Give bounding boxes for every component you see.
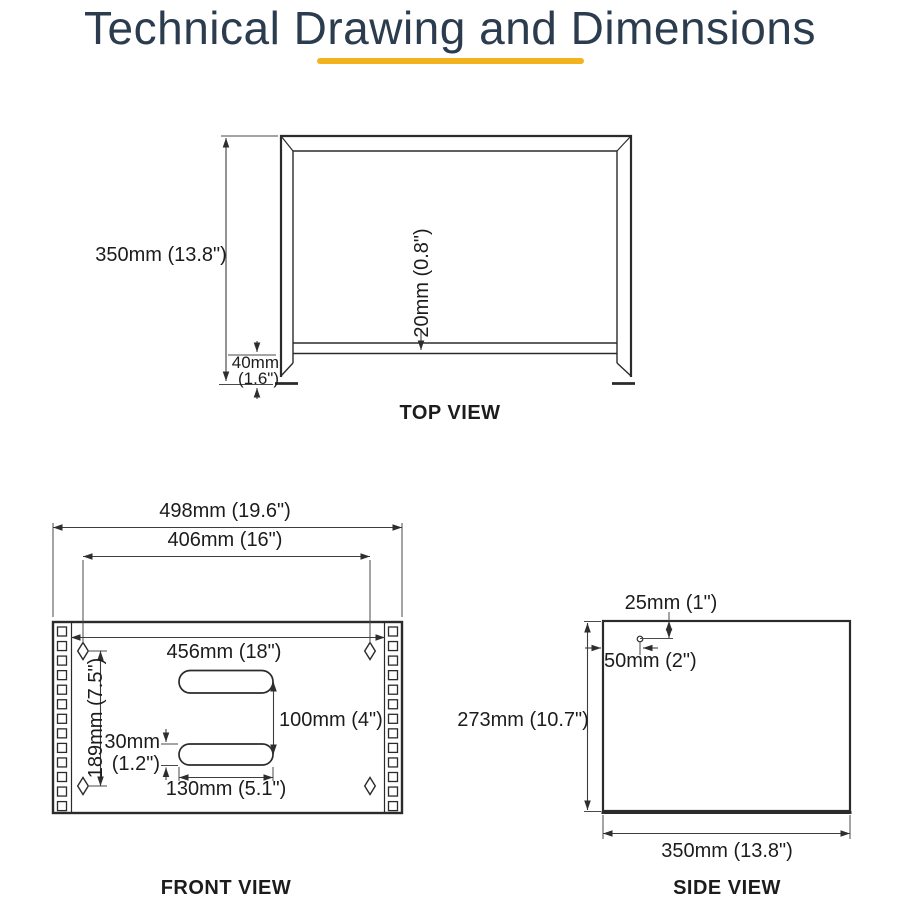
rail-hole (389, 787, 398, 796)
cable-slot-top (179, 671, 273, 694)
rail-hole (389, 802, 398, 811)
front-view-dimensions (53, 500, 402, 800)
rail-hole (389, 627, 398, 636)
rail-hole (58, 787, 67, 796)
dim-front-mount-hole-pitch: 189mm (7.5") (85, 657, 107, 779)
rail-hole (389, 685, 398, 694)
rack-rail-left (58, 627, 67, 811)
rail-hole (389, 700, 398, 709)
dim-front-slot-height-line1: 30mm (104, 731, 160, 753)
rail-hole (58, 714, 67, 723)
top-view-extension-lines (219, 136, 278, 385)
mount-hole-top-left (78, 643, 89, 660)
front-view (53, 500, 402, 899)
rail-hole (389, 714, 398, 723)
top-view (95, 136, 635, 424)
dim-side-hole-from-top: 25mm (1") (624, 592, 718, 614)
dim-top-foot-line1: 40mm (231, 353, 279, 372)
rail-hole (58, 685, 67, 694)
front-view-label: FRONT VIEW (160, 877, 292, 899)
top-view-foot-chamfers (281, 363, 631, 376)
side-view-label: SIDE VIEW (673, 877, 781, 899)
rail-hole (58, 671, 67, 680)
rail-hole (58, 773, 67, 782)
rail-hole (389, 656, 398, 665)
rail-hole (389, 758, 398, 767)
dim-front-slot-spacing: 100mm (4") (279, 709, 383, 731)
dim-front-rail-width: 456mm (18") (166, 641, 282, 663)
top-view-label: TOP VIEW (399, 402, 501, 424)
rail-hole (389, 729, 398, 738)
dim-front-mount-hole-span: 406mm (16") (167, 529, 283, 551)
rail-hole (389, 671, 398, 680)
top-view-inner-frame (293, 151, 617, 363)
dim-front-slot-height-line2: (1.2") (111, 753, 160, 775)
top-view-rear-bar (293, 343, 617, 354)
rail-hole (389, 773, 398, 782)
rail-hole (389, 642, 398, 651)
page-title: Technical Drawing and Dimensions (84, 2, 816, 54)
rail-hole (58, 642, 67, 651)
side-view-dimensions (457, 592, 850, 862)
rail-hole (58, 700, 67, 709)
side-view (457, 592, 851, 899)
dim-top-foot-line2: (1.6") (238, 369, 279, 388)
mount-hole-top-right (365, 643, 376, 660)
rail-hole (58, 729, 67, 738)
front-extension-lines-slot-height (161, 744, 178, 766)
rail-hole (58, 743, 67, 752)
top-view-corner-miters (281, 136, 631, 151)
rail-hole (58, 627, 67, 636)
rail-hole (58, 802, 67, 811)
dim-side-hole-from-front: 50mm (2") (604, 650, 697, 672)
mount-hole-bottom-left (78, 778, 89, 795)
dim-top-depth: 350mm (13.8") (95, 244, 227, 266)
dim-front-overall-width: 498mm (19.6") (159, 500, 291, 522)
dim-top-rear-thickness: 20mm (0.8") (411, 228, 433, 338)
top-view-outer-frame (281, 136, 631, 377)
rack-rail-right (389, 627, 398, 811)
mount-hole-bottom-right (365, 778, 376, 795)
rail-hole (58, 656, 67, 665)
dim-side-height: 273mm (10.7") (457, 709, 589, 731)
top-view-outline (275, 136, 635, 384)
cable-slot-bottom (179, 744, 273, 765)
dim-front-slot-width: 130mm (5.1") (165, 778, 287, 800)
rail-hole (389, 743, 398, 752)
rail-hole (58, 758, 67, 767)
dim-side-depth: 350mm (13.8") (661, 840, 793, 862)
top-view-dimensions (95, 136, 433, 399)
